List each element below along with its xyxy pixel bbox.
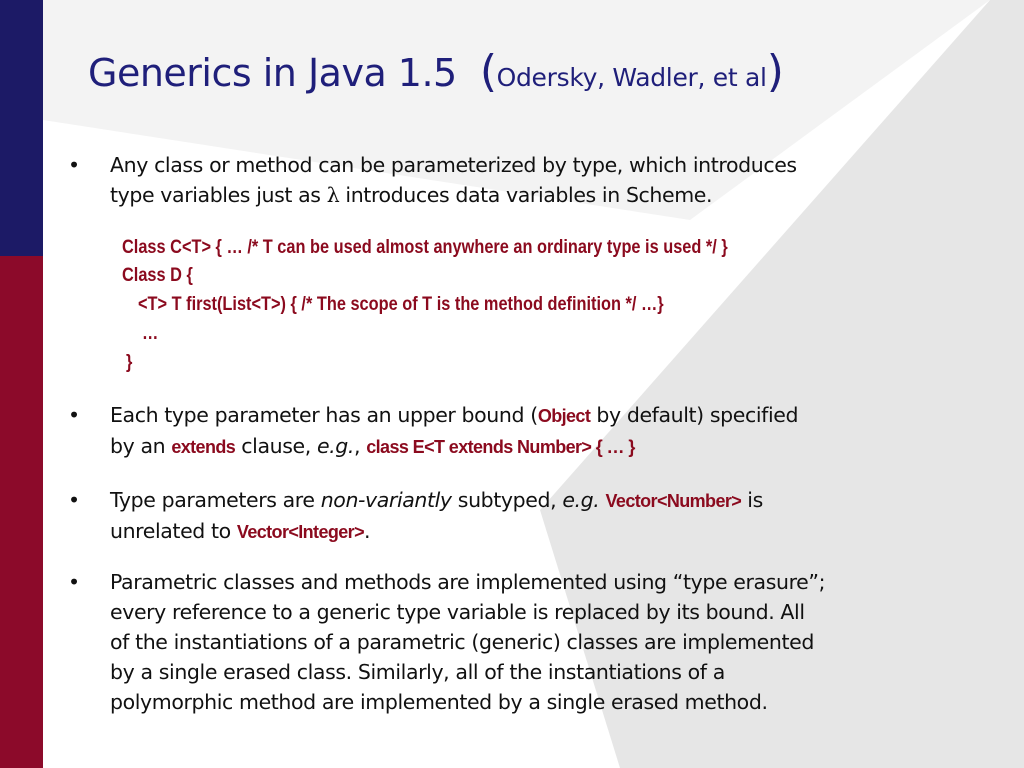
text-fragment: e.g. [316,434,354,458]
bullet-1-line-2 [110,180,1010,210]
bullet-2-line-2 [110,431,1010,462]
title-main: Generics in Java 1.5 [88,51,457,95]
title-authors: Odersky, Wadler, et al [496,63,767,92]
text-fragment: unrelated to [110,519,237,543]
lambda-symbol: λ [326,183,340,207]
text-fragment: subtyped, [451,488,563,512]
bullet-4-line-5: polymorphic method are implemented by a single erased method. [110,690,768,714]
crimson-stripe [0,256,43,768]
code-line [142,319,161,349]
inline-code: extends [171,437,236,457]
text-fragment: e.g. [562,488,600,512]
slide-title [88,44,988,106]
bullet-2-text [110,400,1010,462]
title-paren-open: ( [479,46,497,97]
code-text: <T> T first(List<T>) { /* The scope of T is the method definition */ …} [138,294,664,315]
code-line [138,290,749,320]
bullet-4-line-3: of the instantiations of a parametric (generic) classes are implemented [110,630,814,654]
bullet-1-text [110,150,1010,210]
code-text: Class C<T> { … /* T can be used almost anywhere an ordinary type is used */ } [122,237,728,258]
text-fragment: introduces data variables in Scheme. [339,183,713,207]
code-text: } [126,352,133,373]
code-text: Class D { [122,265,193,286]
bullet-1-line-1: Any class or method can be parameterized by type, which introduces [110,153,797,177]
code-line [122,261,204,291]
bullet-4-text [110,567,1010,717]
text-fragment: by an [110,434,172,458]
navy-stripe [0,0,43,256]
bullet-4-line-4: by a single erased class. Similarly, all of the instantiations of a [110,660,725,684]
bullet-dot: • [68,403,80,427]
bullet-3-line-1 [110,485,1010,516]
text-fragment: Type parameters are [110,488,321,512]
inline-code: Vector<Number> [605,491,742,511]
code-text: … [142,323,159,344]
text-fragment: clause, [235,434,317,458]
code-line [126,348,133,378]
code-line [122,233,826,263]
text-fragment: non-variantly [320,488,452,512]
text-fragment: Each type parameter has an upper bound ( [110,403,538,427]
bullet-2-line-1 [110,400,1010,431]
bullet-3-text [110,485,1010,547]
inline-code: Object [537,406,591,426]
inline-code: Vector<Integer> [236,522,364,542]
bullet-4-line-2: every reference to a generic type variable is replaced by its bound. All [110,600,805,624]
bullet-dot: • [68,570,80,594]
bullet-3-line-2 [110,516,1010,547]
title-paren-close: ) [766,46,784,97]
text-fragment: . [364,519,371,543]
bullet-4-line-1: Parametric classes and methods are implemented using “type erasure”; [110,570,826,594]
text-fragment: , [354,434,367,458]
text-fragment: is [741,488,763,512]
bullet-dot: • [68,488,80,512]
text-fragment: type variables just as [110,183,327,207]
bullet-dot: • [68,153,80,177]
inline-code: class E<T extends Number> { … } [366,437,635,457]
text-fragment: by default) specified [590,403,799,427]
